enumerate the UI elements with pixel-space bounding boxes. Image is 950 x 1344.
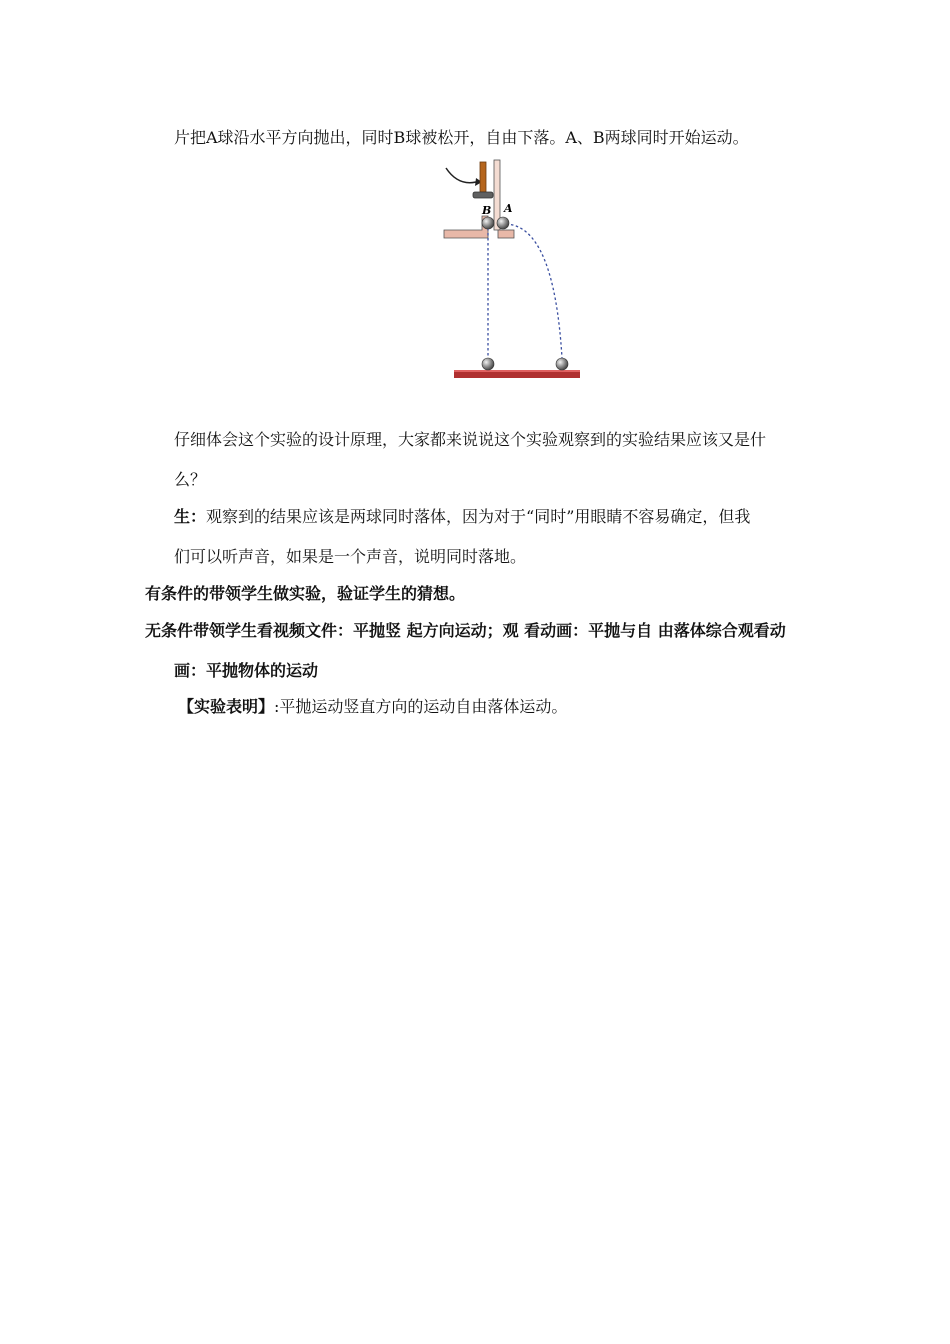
conclusion-label: 【实验表明】: [178, 697, 275, 716]
bold-instruction-2-line2: 画：平抛物体的运动: [174, 661, 319, 680]
label-a: A: [504, 202, 513, 215]
ground-top: [454, 370, 580, 372]
experiment-figure: [436, 156, 586, 384]
student-answer-line1: [174, 507, 750, 527]
support-bracket: [444, 216, 488, 238]
student-answer-text: 观察到的结果应该是两球同时落体，因为对于“同时”用眼睛不容易确定，但我: [206, 507, 751, 526]
paragraph-question-line2: 么？: [174, 470, 207, 489]
conclusion-text: :平抛运动竖直方向的运动自由落体运动。: [274, 697, 568, 716]
ball-b-landed: [482, 358, 494, 370]
right-support: [498, 230, 514, 238]
bold-instruction-2-line1: 无条件带领学生看视频文件：平抛竖 起方向运动；观 看动画：平抛与自 由落体综合观看动: [145, 621, 786, 640]
hammer-head: [473, 192, 493, 198]
label-b: B: [482, 204, 492, 217]
ball-a-parabolic-path: [506, 224, 562, 358]
student-label: 生：: [174, 507, 207, 526]
paragraph-question-line1: 仔细体会这个实验的设计原理，大家都来说说这个实验观察到的实验结果应该又是什: [174, 430, 767, 449]
paragraph-experiment-setup: 片把A球沿水平方向抛出，同时B球被松开，自由下落。A、B两球同时开始运动。: [174, 128, 749, 147]
strike-arrow-icon: [446, 168, 476, 183]
ball-a-start: [497, 217, 509, 229]
hammer-handle: [480, 162, 486, 192]
student-answer-line2: 们可以听声音，如果是一个声音，说明同时落地。: [174, 547, 527, 566]
bold-instruction-1: 有条件的带领学生做实验，验证学生的猜想。: [145, 584, 466, 603]
ball-a-landed: [556, 358, 568, 370]
ball-b-start: [482, 217, 494, 229]
conclusion-line: [178, 697, 567, 717]
